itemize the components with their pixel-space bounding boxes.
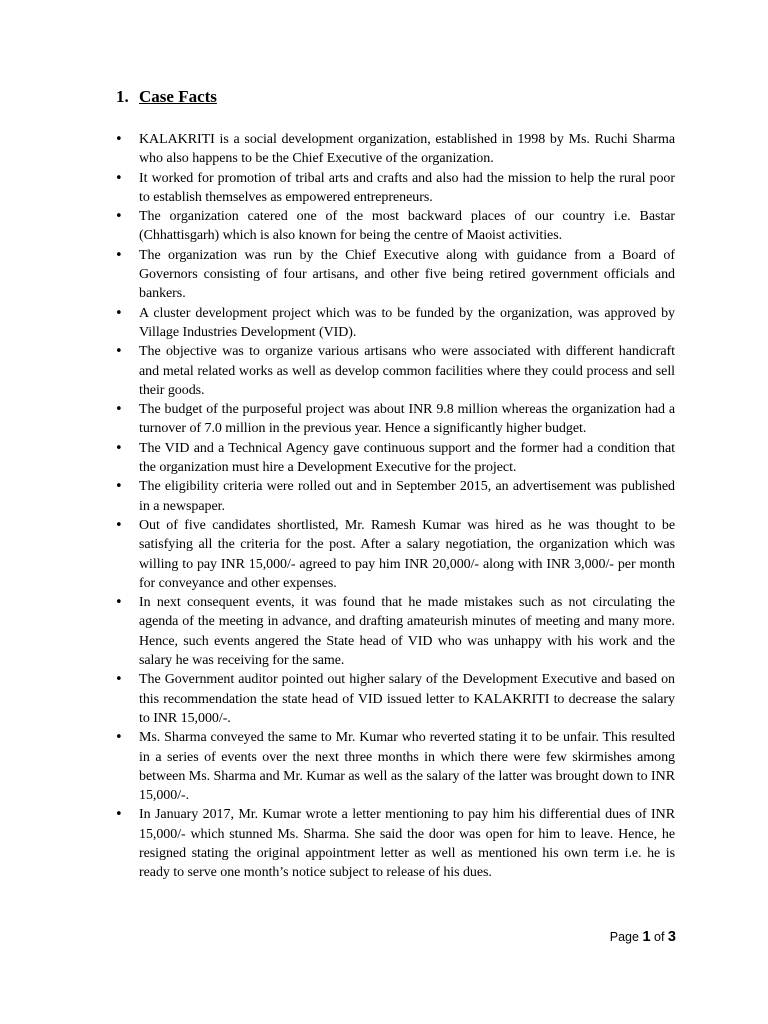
bullet-icon: • — [115, 595, 123, 611]
list-item — [115, 477, 675, 516]
bullet-icon: • — [115, 209, 123, 225]
list-item-text: The VID and a Technical Agency gave continuous support and the former had a condition that the organization must hire a Development Executive for the project. — [139, 440, 675, 476]
list-item — [115, 304, 675, 343]
list-item-text: Out of five candidates shortlisted, Mr. Ramesh Kumar was hired as he was thought to be satisfying all the criteria for the post. After a salary negotiation, the organization which was willing to pay INR 15,000/- agreed to pay him INR 20,000/- along with INR 3,000/- per month for conveyance and other expenses. — [139, 517, 675, 591]
list-item — [115, 805, 675, 882]
list-item-text: The objective was to organize various artisans who were associated with different handicraft and metal related works as well as develop common facilities where they could process and sell their goods. — [139, 344, 675, 398]
bullet-icon: • — [115, 305, 123, 321]
list-item-text: The eligibility criteria were rolled out and in September 2015, an advertisement was published in a newspaper. — [139, 479, 675, 514]
list-item-text: The budget of the purposeful project was about INR 9.8 million whereas the organization had a turnover of 7.0 million in the previous year. Hence a significantly higher budget. — [139, 402, 675, 437]
list-item-text: KALAKRITI is a social development organization, established in 1998 by Ms. Ruchi Sharma who also happens to be the Chief Executive of the organization. — [139, 132, 675, 167]
list-item — [115, 342, 675, 400]
section-heading — [116, 86, 217, 108]
list-item-text: Ms. Sharma conveyed the same to Mr. Kumar who reverted stating it to be unfair. This resulted in a series of events over the next three months in which there were few skirmishes among between Ms. Sharma and Mr. Kumar as well as the salary of the latter was brought down to INR 15,000/-. — [139, 730, 675, 804]
list-item — [115, 439, 675, 478]
list-item — [115, 728, 675, 805]
total-page-count: 3 — [667, 929, 676, 945]
list-item-text: The organization was run by the Chief Executive along with guidance from a Board of Governors consisting of four artisans, and other five being retired government officials and bankers. — [139, 247, 675, 302]
bullet-icon: • — [115, 132, 123, 147]
list-item-text: It worked for promotion of tribal arts and crafts and also had the mission to help the rural poor to establish themselves as empowered entrepreneurs. — [139, 170, 675, 205]
current-page-number: 1 — [642, 929, 651, 945]
bullet-icon: • — [115, 730, 123, 746]
list-item-text: A cluster development project which was to be funded by the organization, was approved by Village Industries Development (VID). — [139, 305, 675, 340]
list-item — [115, 670, 675, 728]
page-footer — [610, 929, 676, 945]
section-number: 1. — [116, 87, 129, 106]
bullet-icon: • — [115, 672, 123, 688]
list-item-text: In next consequent events, it was found that he made mistakes such as not circulating the agenda of the meeting in advance, and drafting amateurish minutes of meeting and many more. Hence, such events angered the State head of VID who was unhappy with his work and the salary he was receiving for the same. — [139, 595, 675, 669]
list-item — [115, 207, 675, 246]
list-item-text: The Government auditor pointed out higher salary of the Development Executive and based on this recommendation the state head of VID issued letter to KALAKRITI to decrease the salary to INR 15,000/-. — [139, 672, 675, 726]
section-title: Case Facts — [139, 87, 217, 106]
list-item — [115, 593, 675, 670]
bullet-icon: • — [115, 247, 123, 263]
bullet-icon: • — [115, 440, 123, 456]
list-item — [115, 246, 675, 304]
list-item-text: In January 2017, Mr. Kumar wrote a letter mentioning to pay him his differential dues of INR 15,000/- which stunned Ms. Sharma. She said the door was open for him to leave. Hence, he resigned stating the original appointment letter as well as mentioned his own term i.e. he is ready to serve one month’s notice subject to release of his dues. — [139, 807, 675, 881]
list-item — [115, 516, 675, 593]
bullet-icon: • — [115, 344, 123, 360]
bullet-icon: • — [115, 402, 123, 418]
bullet-icon: • — [115, 807, 123, 823]
list-item-text: The organization catered one of the most backward places of our country i.e. Bastar (Chhattisgarh) which is also known for being the centre of Maoist activities. — [139, 209, 675, 244]
bullet-icon: • — [115, 170, 123, 186]
bullet-icon: • — [115, 479, 123, 495]
list-item — [115, 169, 675, 208]
page-word: Page — [609, 930, 639, 944]
bullet-icon: • — [115, 517, 123, 533]
of-word: of — [654, 930, 665, 944]
list-item — [115, 400, 675, 439]
list-item — [115, 130, 675, 169]
case-facts-list — [115, 130, 675, 883]
